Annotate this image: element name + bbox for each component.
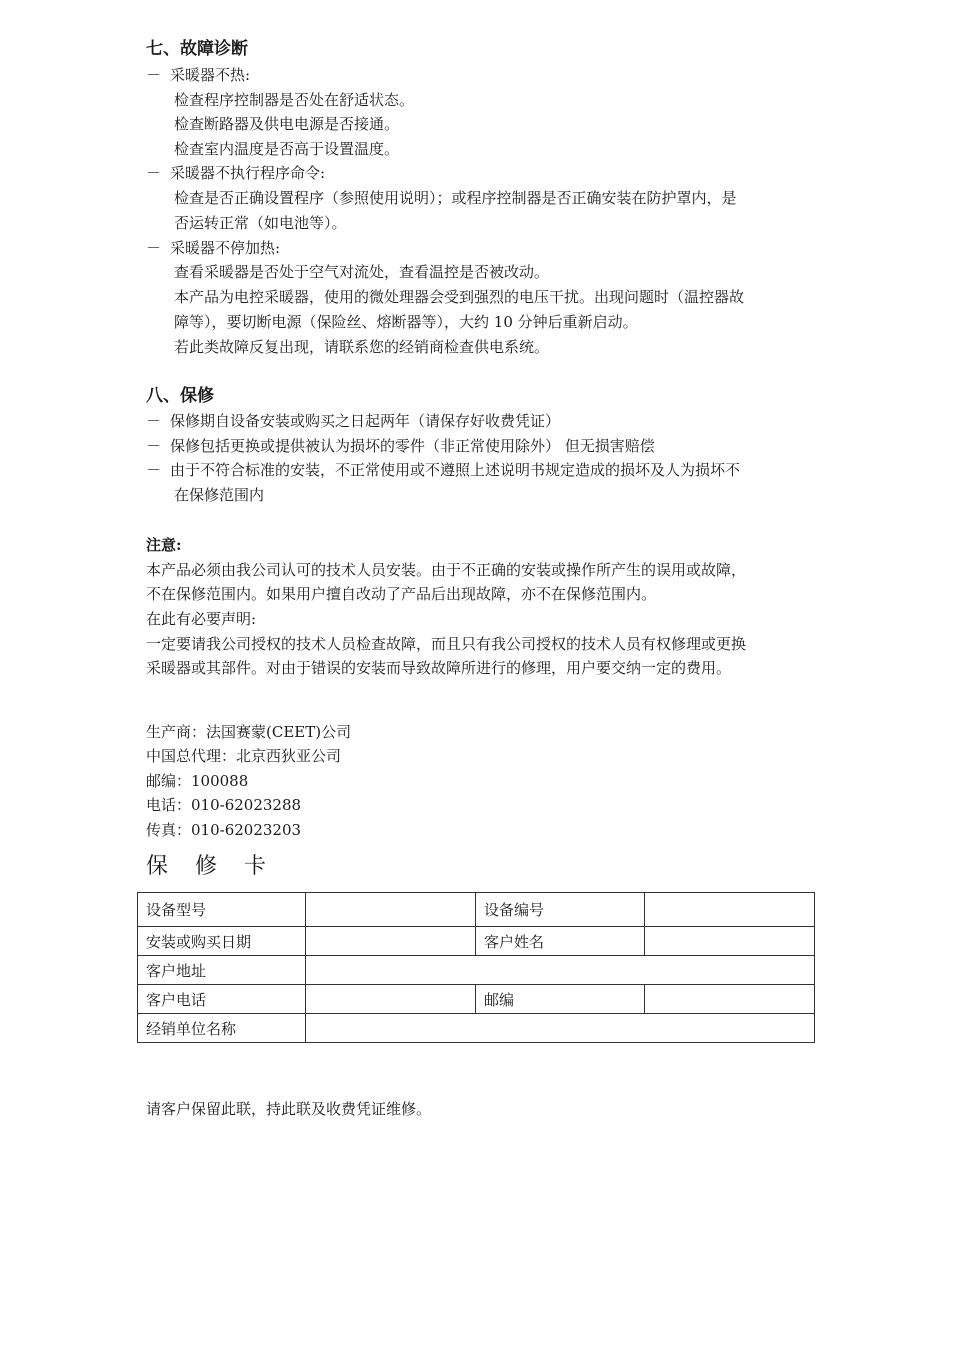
fault-label: 采暖器不执行程序命令:	[170, 164, 326, 182]
dash: －	[146, 66, 162, 84]
warranty-card-title: 保 修 卡	[146, 854, 276, 879]
dash: －	[146, 412, 162, 430]
fault-line: 检查是否正确设置程序（参照使用说明）；或程序控制器是否正确安装在防护罩内，是	[174, 189, 737, 207]
fault-item-1	[146, 65, 250, 85]
notice-line: 本产品必须由我公司认可的技术人员安装。由于不正确的安装或操作所产生的误用或故障，	[146, 561, 747, 579]
manufacturer: 生产商：法国赛蒙(CEET)公司	[146, 723, 352, 741]
fault-line: 检查室内温度是否高于设置温度。	[174, 140, 400, 158]
label-model: 设备型号	[138, 893, 306, 927]
phone: 电话：010-62023288	[146, 796, 302, 814]
warranty-card-table	[137, 892, 815, 1043]
agent: 中国总代理：北京西狄亚公司	[146, 747, 342, 765]
fault-label: 采暖器不热:	[170, 66, 251, 84]
fault-line: 障等），要切断电源（保险丝、熔断器等），大约 10 分钟后重新启动。	[174, 313, 638, 331]
label-install-date: 安装或购买日期	[138, 927, 306, 956]
postcode: 邮编：100088	[146, 772, 249, 790]
notice-line: 不在保修范围内。如果用户擅自改动了产品后出现故障，亦不在保修范围内。	[146, 585, 657, 603]
dash: －	[146, 437, 162, 455]
label-serial: 设备编号	[476, 893, 645, 927]
dealer-field[interactable]	[306, 1014, 815, 1043]
notice-line: 一定要请我公司授权的技术人员检查故障，而且只有我公司授权的技术人员有权修理或更换	[146, 635, 747, 653]
section-7-title: 七、故障诊断	[146, 39, 248, 59]
warranty-item	[146, 411, 560, 431]
warranty-text: 保修包括更换或提供被认为损坏的零件（非正常使用除外） 但无损害赔偿	[170, 437, 655, 455]
address-field[interactable]	[306, 956, 815, 985]
label-customer-name: 客户姓名	[476, 927, 645, 956]
dash: －	[146, 164, 162, 182]
dash: －	[146, 461, 162, 479]
install-date-field[interactable]	[306, 927, 476, 956]
fault-line: 检查断路器及供电电源是否接通。	[174, 115, 400, 133]
fault-line: 若此类故障反复出现，请联系您的经销商检查供电系统。	[174, 338, 550, 356]
label-phone: 客户电话	[138, 985, 306, 1014]
fault-item-2	[146, 163, 325, 183]
notice-line: 采暖器或其部件。对由于错误的安装而导致故障所进行的修理，用户要交纳一定的费用。	[146, 659, 732, 677]
customer-name-field[interactable]	[645, 927, 815, 956]
warranty-text: 由于不符合标准的安装，不正常使用或不遵照上述说明书规定造成的损坏及人为损坏不	[170, 461, 741, 479]
warranty-item	[146, 460, 740, 480]
serial-field[interactable]	[645, 893, 815, 927]
fault-line: 查看采暖器是否处于空气对流处，查看温控是否被改动。	[174, 263, 550, 281]
phone-field[interactable]	[306, 985, 476, 1014]
fax: 传真：010-62023203	[146, 821, 302, 839]
notice-title: 注意:	[146, 536, 182, 554]
postcode-field[interactable]	[645, 985, 815, 1014]
fault-line: 否运转正常（如电池等）。	[174, 214, 347, 232]
fault-item-3	[146, 238, 280, 258]
label-postcode: 邮编	[476, 985, 645, 1014]
dash: －	[146, 239, 162, 257]
card-footer-note: 请客户保留此联，持此联及收费凭证维修。	[146, 1100, 432, 1118]
model-field[interactable]	[306, 893, 476, 927]
notice-line: 在此有必要声明:	[146, 610, 257, 628]
warranty-text: 在保修范围内	[174, 486, 265, 504]
fault-line: 本产品为电控采暖器，使用的微处理器会受到强烈的电压干扰。出现问题时（温控器故	[174, 288, 745, 306]
fault-label: 采暖器不停加热:	[170, 239, 281, 257]
section-8-title: 八、保修	[146, 386, 214, 406]
label-address: 客户地址	[138, 956, 306, 985]
label-dealer: 经销单位名称	[138, 1014, 306, 1043]
fault-line: 检查程序控制器是否处在舒适状态。	[174, 91, 415, 109]
warranty-item	[146, 436, 655, 456]
warranty-text: 保修期自设备安装或购买之日起两年（请保存好收费凭证）	[170, 412, 561, 430]
